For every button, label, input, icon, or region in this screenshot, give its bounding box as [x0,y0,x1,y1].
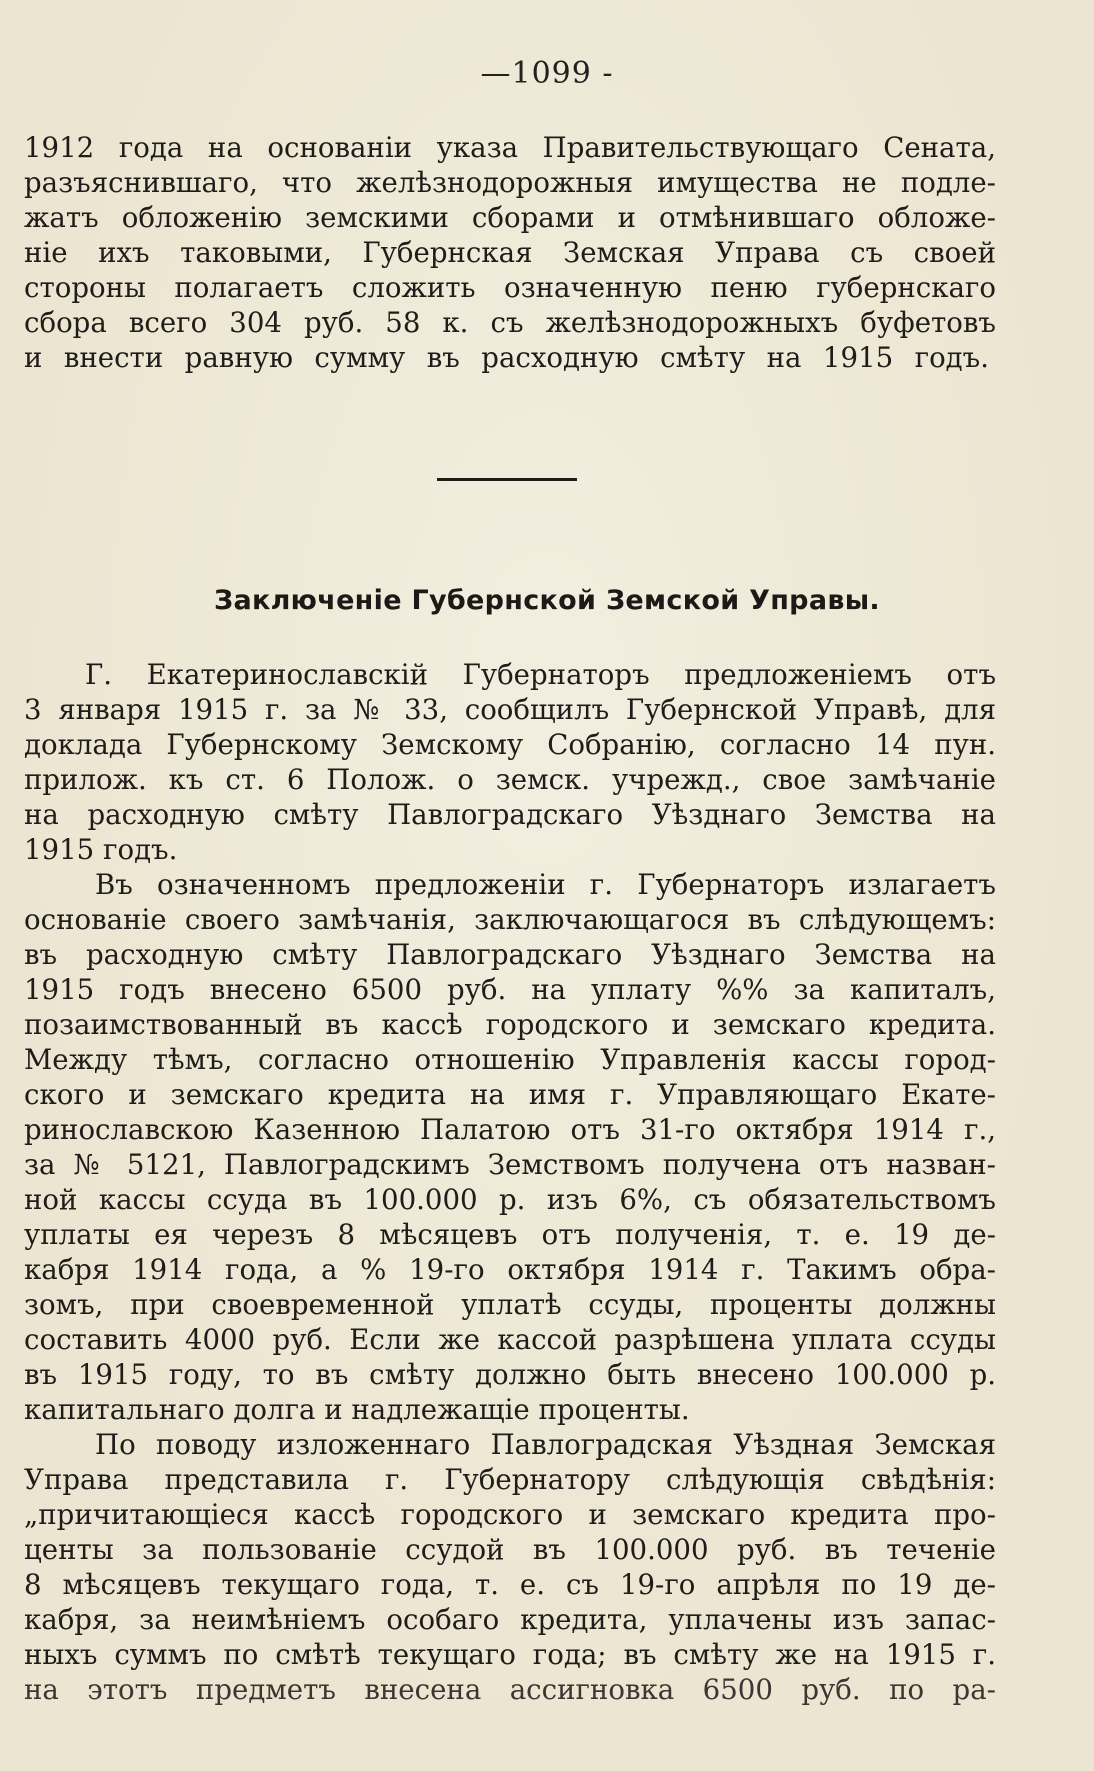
text-line: стороны полагаетъ сложить означенную пеню губернскаго [24,271,996,304]
text-line: сбора всего 304 руб. 58 к. съ желѣзнодорожныхъ буфетовъ [24,306,996,339]
text-line: По поводу изложеннаго Павлоградская Уѣздная Земская [95,1428,996,1461]
text-line: 1915 годъ внесено 6500 руб. на уплату %% за капиталъ, [24,973,996,1006]
text-line: позаимствованный въ кассѣ городского и земскаго кредита. [24,1008,996,1041]
section-divider [437,478,577,481]
text-line: прилож. къ ст. 6 Полож. о земск. учрежд., свое замѣчанiе [24,763,996,796]
text-line: ринославскою Казенною Палатою отъ 31-го октября 1914 г., [24,1113,996,1146]
text-line: центы за пользованiе ссудой въ 100.000 руб. въ теченiе [24,1533,996,1566]
text-line: Г. Екатеринославскiй Губернаторъ предложенiемъ отъ [85,658,996,691]
text-line: ной кассы ссуда въ 100.000 р. изъ 6%, съ обязательствомъ [24,1183,996,1216]
text-line: жатъ обложенiю земскими сборами и отмѣнившаго обложе- [24,201,996,234]
text-line: въ расходную смѣту Павлоградскаго Уѣзднаго Земства на [24,938,996,971]
text-line: капитальнаго долга и надлежащiе проценты. [24,1393,690,1426]
text-line: на расходную смѣту Павлоградскаго Уѣзднаго Земства на [24,798,996,831]
text-line: ныхъ суммъ по смѣтѣ текущаго года; въ смѣту же на 1915 г. [24,1638,996,1671]
text-line: ского и земскаго кредита на имя г. Управляющаго Екате- [24,1078,996,1111]
text-line: 1912 года на основанiи указа Правительствующаго Сената, [24,131,996,164]
text-line: 8 мѣсяцевъ текущаго года, т. е. съ 19-го апрѣля по 19 де- [24,1568,996,1601]
text-line: нiе ихъ таковыми, Губернская Земская Управа съ своей [24,236,996,269]
text-line: кабря 1914 года, а % 19-го октября 1914 г. Такимъ обра- [24,1253,996,1286]
text-line: 1915 годъ. [24,833,178,866]
text-line: Между тѣмъ, согласно отношенiю Управленiя кассы город- [24,1043,996,1076]
text-line: основанiе своего замѣчанiя, заключающагося въ слѣдующемъ: [24,903,996,936]
text-line: Управа представила г. Губернатору слѣдующiя свѣдѣнiя: [24,1463,996,1496]
text-line: зомъ, при своевременной уплатѣ ссуды, проценты должны [24,1288,996,1321]
page-number: —1099 - [480,56,614,91]
text-line: „причитающiеся кассѣ городского и земскаго кредита про- [24,1498,996,1531]
text-line: въ 1915 году, то въ смѣту должно быть внесено 100.000 р. [24,1358,996,1391]
text-line: 3 января 1915 г. за № 33, сообщилъ Губернской Управѣ, для [24,693,996,726]
text-line: за № 5121, Павлоградскимъ Земствомъ получена отъ назван- [24,1148,996,1181]
text-line: разъяснившаго, что желѣзнодорожныя имущества не подле- [24,166,996,199]
text-line: доклада Губернскому Земскому Собранiю, согласно 14 пун. [24,728,996,761]
text-line: уплаты ея черезъ 8 мѣсяцевъ отъ полученiя, т. е. 19 де- [24,1218,996,1251]
text-line: и внести равную сумму въ расходную смѣту на 1915 годъ. [24,341,989,374]
text-line: составить 4000 руб. Если же кассой разрѣшена уплата ссуды [24,1323,996,1356]
section-heading: Заключенiе Губернской Земской Управы. [213,585,880,616]
text-line: на этотъ предметъ внесена ассигновка 6500 руб. по ра- [24,1673,996,1706]
text-line: Въ означенномъ предложенiи г. Губернаторъ излагаетъ [95,868,996,901]
text-line: кабря, за неимѣнiемъ особаго кредита, уплачены изъ запас- [24,1603,996,1636]
